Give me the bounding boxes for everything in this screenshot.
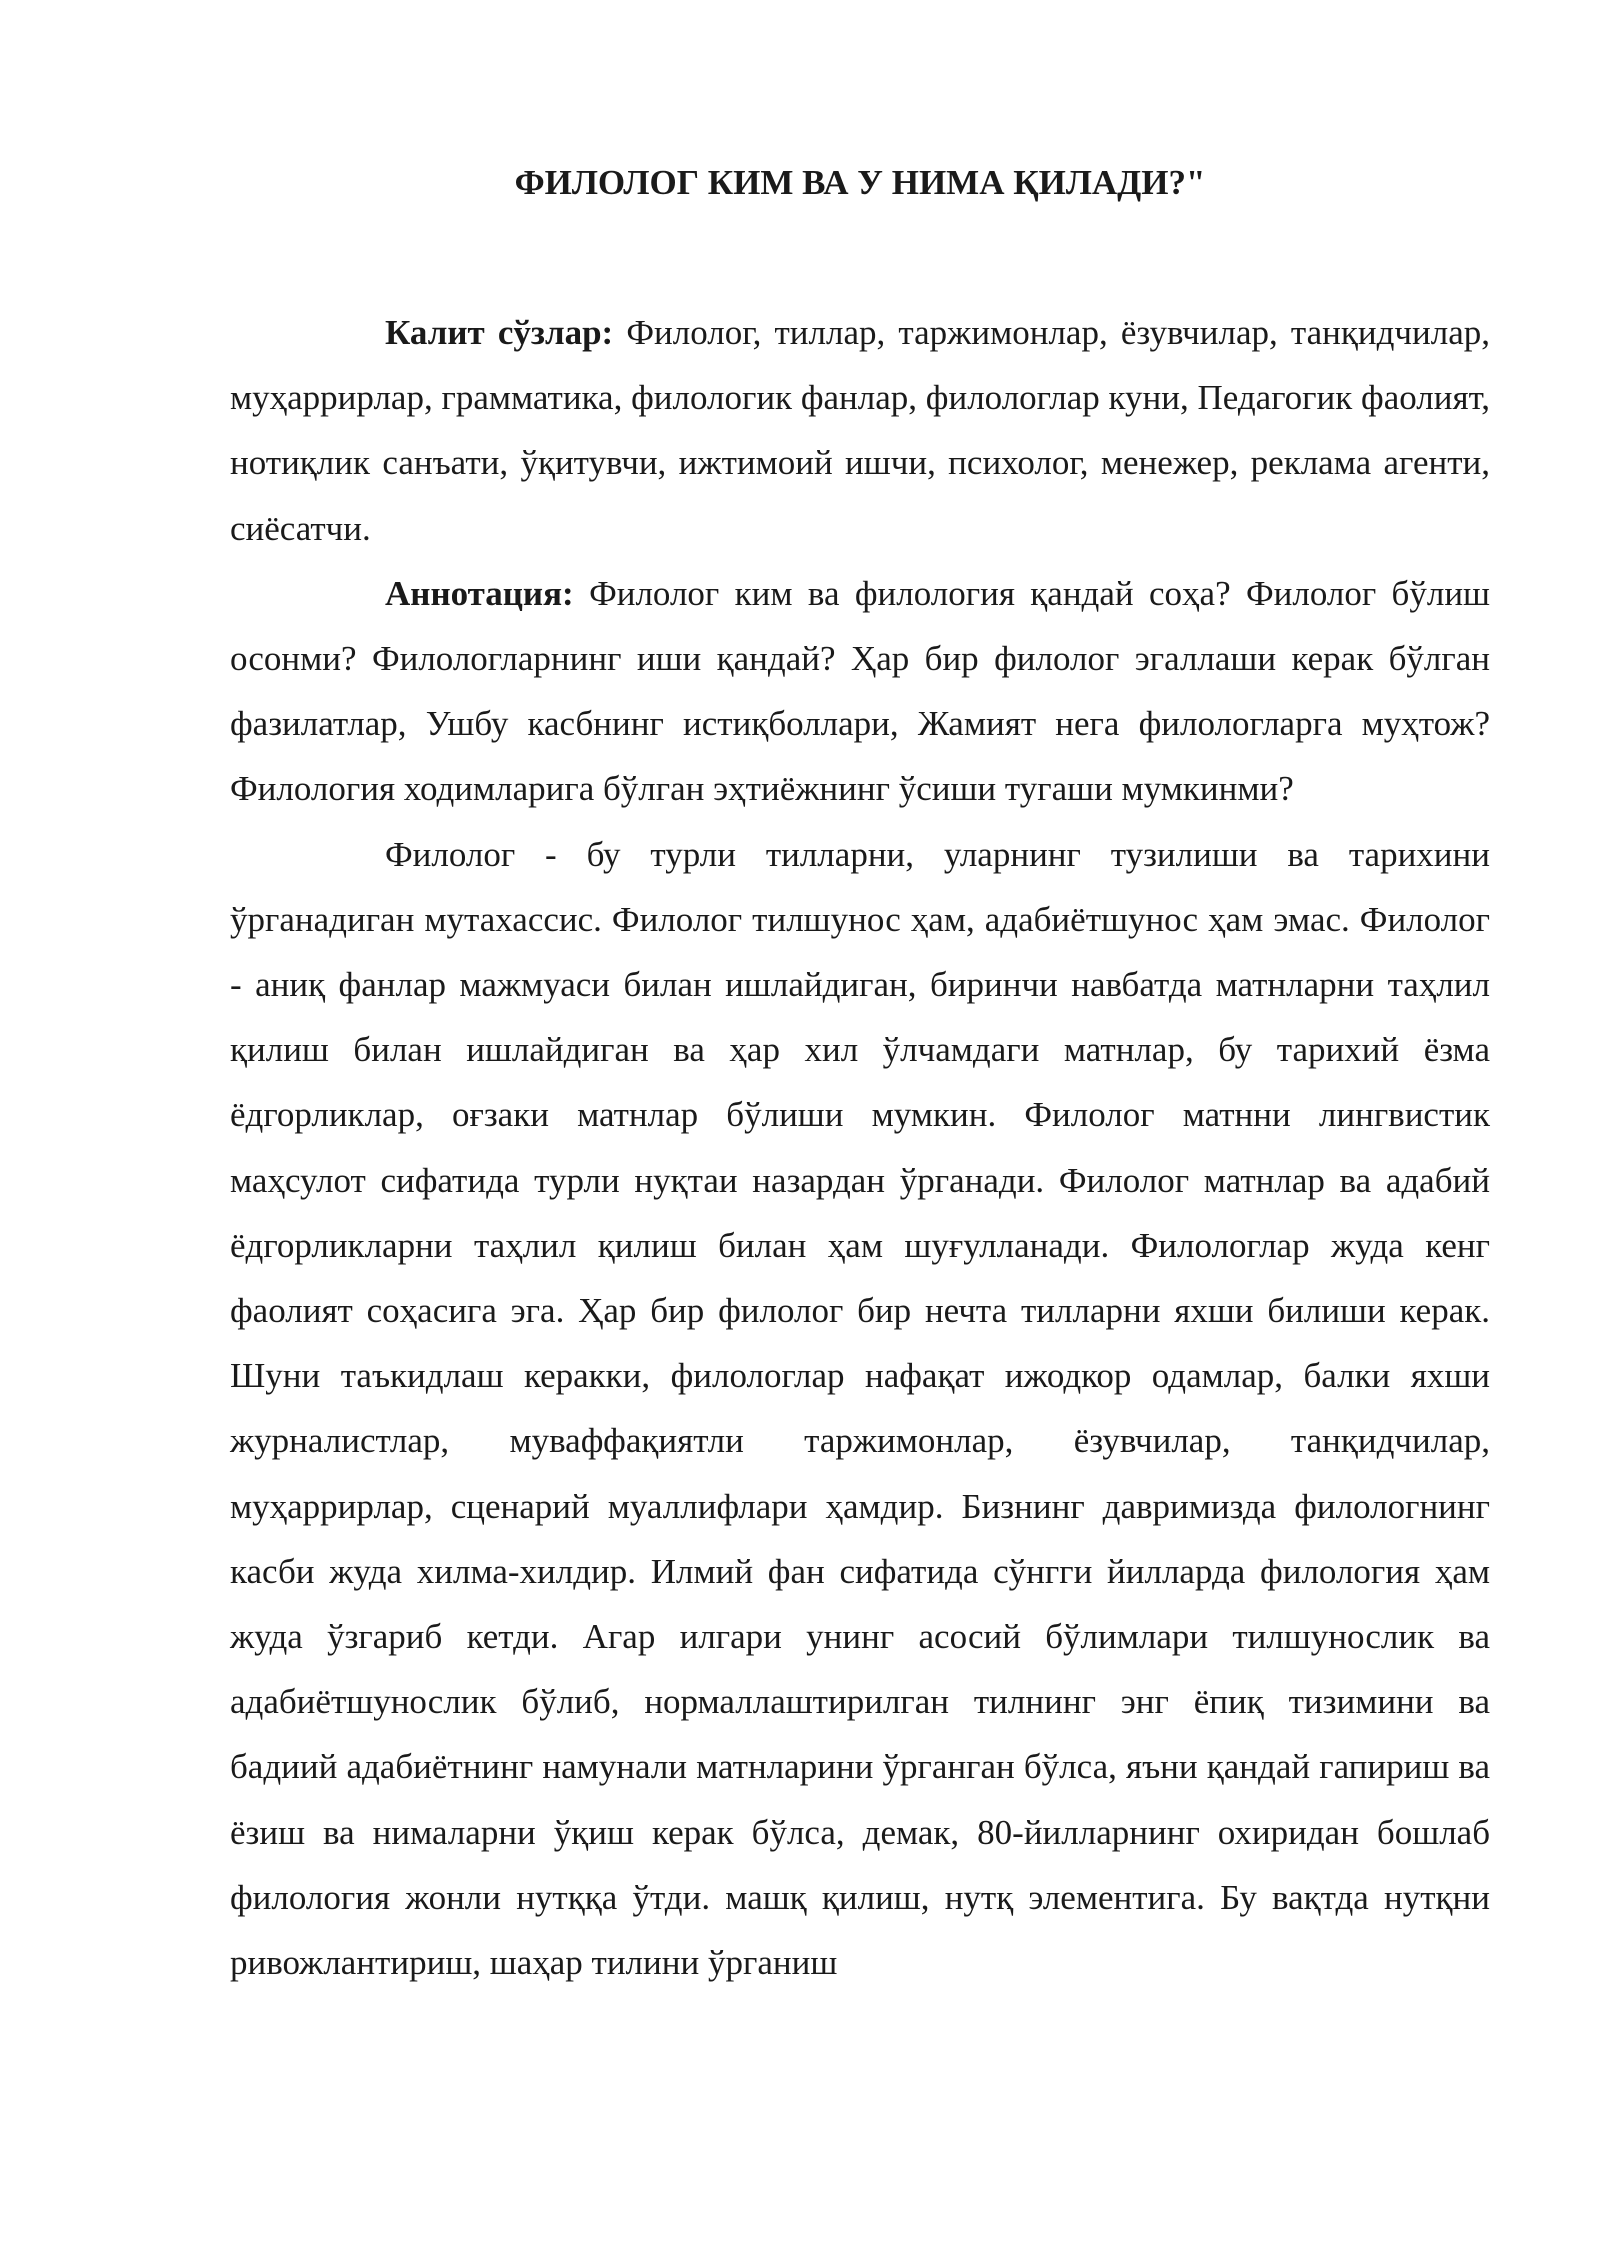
body-paragraph: Филолог - бу турли тилларни, уларнинг тузилиши ва тарихини ўрганадиган мутахассис. Филолог тилшунос ҳам, адабиётшунос ҳам эмас. Филолог - аниқ фанлар мажмуаси билан ишлайдиган, биринчи навбатда матнларни таҳлил қилиш билан ишлайдиган ва ҳар хил ўлчамдаги матнлар, бу тарихий ёзма ёдгорликлар, оғзаки матнлар бўлиши мумкин. Филолог матнни лингвистик маҳсулот сифатида турли нуқтаи назардан ўрганади. Филолог матнлар ва адабий ёдгорликларни таҳлил қилиш билан ҳам шуғулланади. Филологлар жуда кенг фаолият соҳасига эга. Ҳар бир филолог бир нечта тилларни яхши билиши керак. Шуни таъкидлаш керакки, филологлар нафақат ижодкор одамлар, балки яхши журналистлар, муваффақиятли таржимонлар, ёзувчилар, танқидчилар, муҳаррирлар, сценарий муаллифлари ҳамдир. Бизнинг давримизда филологнинг касби жуда хилма-хилдир. Илмий фан сифатида сўнгги йилларда филология ҳам жуда ўзгариб кетди. Агар илгари унинг асосий бўлимлари тилшунослик ва адабиётшунослик бўлиб, нормаллаштирилган тилнинг энг ёпиқ тизимини ва бадиий адабиётнинг намунали матнларини ўрганган бўлса, яъни қандай гапириш ва ёзиш ва нималарни ўқиш керак бўлса, демак, 80-йилларнинг охиридан бошлаб филология жонли нутққа ўтди. машқ қилиш, нутқ элементига. Бу вақтда нутқни ривожлантириш, шаҳар тилини ўрганиш (230, 834, 1490, 1983)
document-title: ФИЛОЛОГ КИМ ВА У НИМА ҚИЛАДИ?" (514, 163, 1206, 202)
keywords-paragraph (230, 300, 1490, 561)
annotation-label: Аннотация: (385, 573, 574, 613)
annotation-text: Филолог ким ва филология қандай соҳа? Филолог бўлиш осонми? Филологларнинг иши қандай? Ҳар бир филолог эгаллаши керак бўлган фазилатлар, Ушбу касбнинг истиқболлари, Жамият нега филологларга муҳтож? Филология ходимларига бўлган эҳтиёжнинг ўсиши тугаши мумкинми? (230, 573, 1490, 809)
annotation-paragraph (230, 561, 1490, 822)
keywords-label: Калит сўзлар: (385, 313, 614, 352)
keywords-text: Филолог, тиллар, таржимонлар, ёзувчилар, танқидчилар, муҳаррирлар, грамматика, филологик фанлар, филологлар куни, Педагогик фаолият, нотиқлик санъати, ўқитувчи, ижтимоий ишчи, психолог, менежер, реклама агенти, сиёсатчи. (230, 313, 1490, 548)
document-content (230, 150, 1490, 1995)
